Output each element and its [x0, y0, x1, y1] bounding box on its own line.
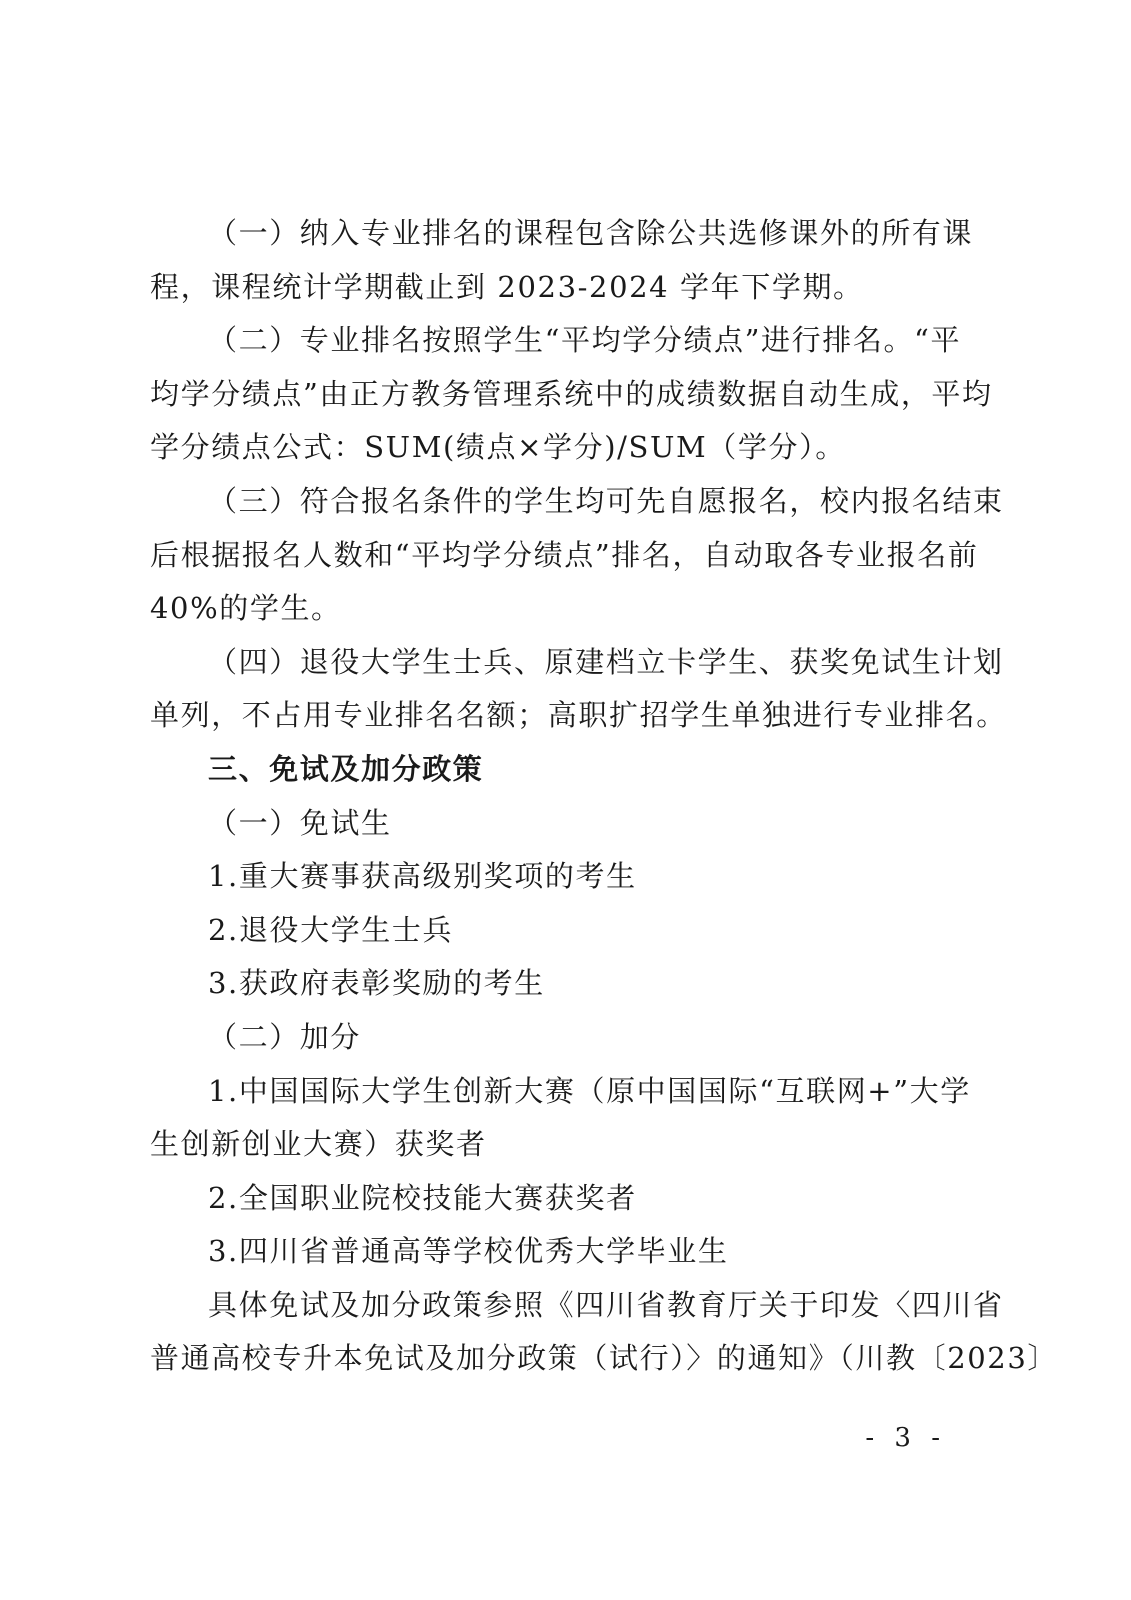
text-line: （二）专业排名按照学生“平均学分绩点”进行排名。“平 [208, 323, 962, 358]
text-line: 1.中国国际大学生创新大赛（原中国国际“互联网+”大学 [208, 1073, 971, 1108]
text-line: 生创新创业大赛）获奖者 [150, 1127, 487, 1162]
closing-paragraph [150, 1279, 1004, 1333]
rule-paragraph-2-cont [150, 368, 993, 475]
rule-paragraph-3-cont [150, 529, 979, 636]
text-line: 具体免试及加分政策参照《四川省教育厅关于印发〈四川省 [208, 1287, 1004, 1322]
rule-paragraph-4 [150, 636, 1004, 690]
bonus-item-3: 3.四川省普通高等学校优秀大学毕业生 [208, 1234, 729, 1269]
text-line: （四）退役大学生士兵、原建档立卡学生、获奖免试生计划 [208, 644, 1004, 679]
closing-paragraph-cont [150, 1332, 1059, 1386]
text-line: 学分绩点公式：SUM(绩点×学分)/SUM（学分）。 [150, 430, 846, 465]
bonus-title: （二）加分 [208, 1019, 362, 1054]
bonus-item-1 [150, 1065, 972, 1119]
text-line: 均学分绩点”由正方教务管理系统中的成绩数据自动生成，平均 [150, 376, 993, 411]
rule-paragraph-1-cont [150, 261, 972, 315]
rule-paragraph-4-cont [150, 689, 1007, 743]
bonus-item-1-cont [150, 1118, 972, 1172]
text-line: （三）符合报名条件的学生均可先自愿报名，校内报名结束 [208, 483, 1004, 518]
rule-paragraph-2 [150, 314, 972, 368]
text-line: 普通高校专升本免试及加分政策（试行）〉的通知》（川教〔2023〕 [150, 1341, 1059, 1376]
page-number: - 3 - [865, 1423, 946, 1453]
exempt-item-3: 3.获政府表彰奖励的考生 [208, 966, 545, 1001]
text-line: 单列，不占用专业排名名额；高职扩招学生单独进行专业排名。 [150, 698, 1007, 733]
text-line: （一）纳入专业排名的课程包含除公共选修课外的所有课 [208, 216, 974, 250]
document-body [150, 207, 1059, 1386]
text-line: 程，课程统计学期截止到 2023-2024 学年下学期。 [150, 269, 864, 304]
section-heading: 三、免试及加分政策 [208, 751, 484, 786]
exempt-item-1: 1.重大赛事获高级别奖项的考生 [208, 859, 637, 894]
rule-paragraph-1 [150, 207, 972, 261]
exempt-item-2: 2.退役大学生士兵 [208, 912, 454, 947]
bonus-item-2: 2.全国职业院校技能大赛获奖者 [208, 1180, 637, 1215]
exempt-title: （一）免试生 [208, 805, 392, 840]
text-line: 后根据报名人数和“平均学分绩点”排名，自动取各专业报名前 [150, 537, 979, 572]
text-line: 40%的学生。 [150, 591, 342, 626]
rule-paragraph-3 [150, 475, 1004, 529]
